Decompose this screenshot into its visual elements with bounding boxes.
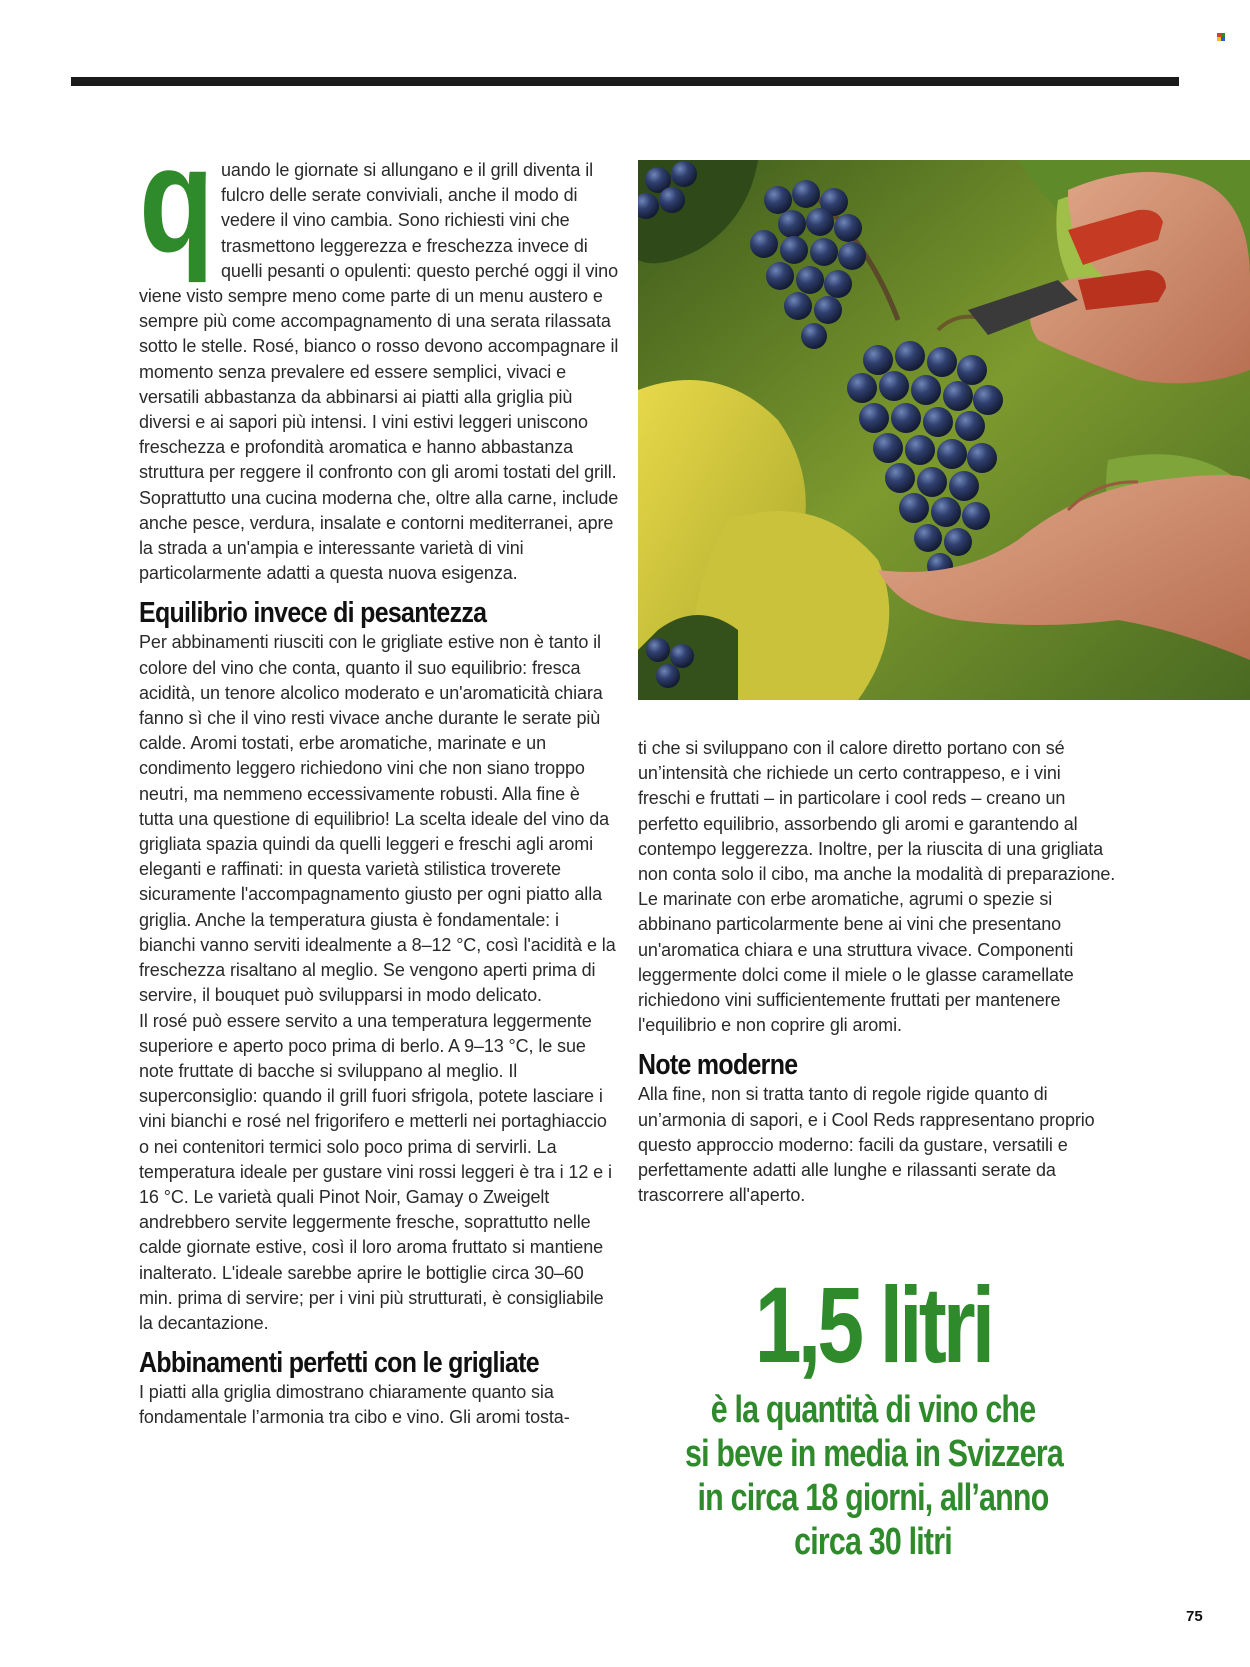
stat-callout	[638, 1264, 1108, 1564]
paragraph-continuation: ti che si sviluppano con il calore diretto portano con sé un’intensità che richiede un certo contrappeso, e i vini freschi e fruttati – in particolare i cool reds – creano un perfetto equilibrio, assorbendo gli aromi e garantendo al contempo leggerezza. Inoltre, per la riuscita di una grigliata non conta solo il cibo, ma anche la modalità di preparazione. Le marinate con erbe aromatiche, agrumi o spezie si abbinano particolarmente bene ai vini che presentano un'aromatica chiara e una struttura vivace. Componenti leggermente dolci come il miele o le glasse caramellate richiedono vini sufficientemente fruttati per mantenere l'equilibrio e non coprire gli aromi.	[638, 738, 1116, 1036]
stat-caption-line: in circa 18 giorni, all’anno	[697, 1477, 1049, 1519]
intro-text: uando le giornate si allungano e il grill diventa il fulcro delle serate conviviali, anche il modo di vedere il vino cambia. Sono richiesti vini che trasmettono leggerezza e freschezza invece di quelli pesanti o opulenti: questo perché oggi il vino viene visto sempre meno come parte di un menu austero e sempre più come accompagnamento di una serata rilassata sotto le stelle. Rosé, bianco o rosso devono accompagnare il momento senza prevalere ed essere semplici, vivaci e versatili abbastanza da abbinarsi ai piatti alla griglia più diversi e ai sapori più intensi. I vini estivi leggeri uniscono freschezza e profondità aromatica e hanno abbastanza struttura per reggere il confronto con gli aromi tostati del grill. Soprattutto una cucina moderna che, oltre alla carne, include anche pesce, verdura, insalate e contorni mediterranei, apre la strada a un'ampia e interessante varietà di vini particolarmente adatti a questa nuova esigenza.	[139, 160, 619, 584]
section-heading-abbinamenti: Abbinamenti perfetti con le grigliate	[139, 1347, 539, 1380]
section-heading-equilibrio: Equilibrio invece di pesantezza	[139, 597, 487, 630]
stat-caption-line: è la quantità di vino che	[710, 1389, 1036, 1431]
intro-paragraph	[139, 115, 619, 586]
right-column	[638, 736, 1116, 1208]
grape-harvest-photo	[638, 160, 1250, 700]
stat-caption	[638, 1388, 1108, 1564]
paragraph-note-moderne: Alla fine, non si tratta tanto di regole rigide quanto di un’armonia di sapori, e i Cool Reds rappresentano proprio questo approccio moderno: facili da gustare, versatili e perfettamente adatti alle lunghe e rilassanti serate da trascorrere all'aperto.	[638, 1084, 1095, 1206]
paragraph-equilibrio: Per abbinamenti riusciti con le grigliate estive non è tanto il colore del vino che conta, quanto il suo equilibrio: fresca acidità, un tenore alcolico moderato e un'aromaticità chiara fanno sì che il vino resti vivace anche durante le serate più calde. Aromi tostati, erbe aromatiche, marinate e un condimento leggero richiedono vini che non siano troppo neutri, ma nemmeno eccessivamente robusti. Alla fine è tutta una questione di equilibrio! La scelta ideale del vino da grigliata spazia quindi da quelli leggeri e freschi agli aromi eleganti e raffinati: in questa varietà stilistica troverete sicuramente l'accompagnamento giusto per ogni piatto alla griglia. Anche la temperatura giusta è fondamentale: i bianchi vanno serviti idealmente a 8–12 °C, così l'acidità e la freschezza risaltano al meglio. Se vengono aperti prima di servire, il bouquet può svilupparsi in modo delicato.	[139, 632, 616, 1006]
stat-caption-line: si beve in media in Svizzera	[685, 1433, 1064, 1475]
paragraph-rose: Il rosé può essere servito a una temperatura leggermente superiore e aperto poco prima di berlo. A 9–13 °C, le sue note fruttate di bacche si sviluppano al meglio. Il superconsiglio: quando il grill fuori sfrigola, potete lasciare i vini bianchi e rosé nel frigorifero e metterli nei portaghiaccio o nei contenitori termici solo poco prima di servirli. La temperatura ideale per gustare vini rossi leggeri è tra i 12 e i 16 °C. Le varietà quali Pinot Noir, Gamay o Zweigelt andrebbero servite leggermente fresche, soprattutto nelle calde giornate estive, così il loro aroma fruttato si mantiene inalterato. L'ideale sarebbe aprire le bottiglie circa 30–60 min. prima di servire; per i vini più strutturati, è consigliabile la decantazione.	[139, 1010, 612, 1333]
drop-cap: q	[139, 115, 210, 283]
left-column	[139, 115, 619, 1431]
paragraph-abbinamenti: I piatti alla griglia dimostrano chiaramente quanto sia fondamentale l’armonia tra cibo e vino. Gli aromi tosta-	[139, 1382, 570, 1428]
stat-caption-line: circa 30 litri	[794, 1521, 952, 1563]
top-rule	[71, 77, 1179, 86]
section-heading-note-moderne: Note moderne	[638, 1049, 798, 1082]
page-number: 75	[1186, 1608, 1203, 1625]
print-registration-mark	[1217, 33, 1225, 41]
stat-value: 1,5 litri	[754, 1264, 992, 1385]
